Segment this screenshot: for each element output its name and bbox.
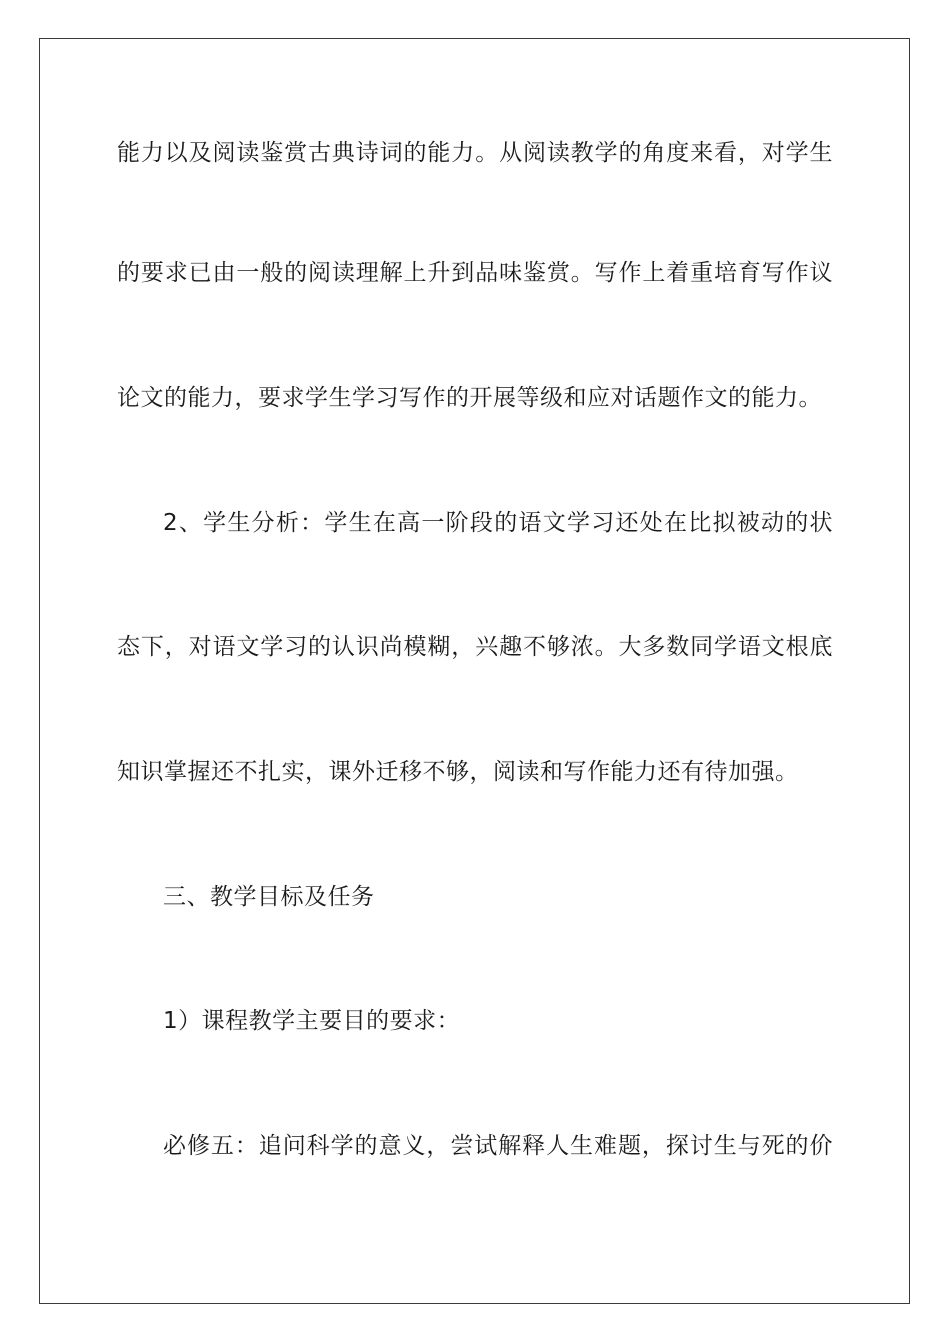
body-text-line-5: 态下，对语文学习的认识尚模糊，兴趣不够浓。大多数同学语文根底 bbox=[117, 634, 833, 660]
page-border bbox=[39, 38, 910, 1304]
body-text-line-3: 论文的能力，要求学生学习写作的开展等级和应对话题作文的能力。 bbox=[117, 385, 822, 411]
body-text-line-7: 必修五：追问科学的意义，尝试解释人生难题，探讨生与死的价 bbox=[163, 1133, 833, 1159]
body-text-line-1: 能力以及阅读鉴赏古典诗词的能力。从阅读教学的角度来看，对学生 bbox=[117, 140, 833, 166]
body-text-line-6: 知识掌握还不扎实，课外迁移不够，阅读和写作能力还有待加强。 bbox=[117, 759, 799, 785]
subsection-heading: 1）课程教学主要目的要求： bbox=[163, 1008, 461, 1034]
body-text-line-4: 2、学生分析：学生在高一阶段的语文学习还处在比拟被动的状 bbox=[163, 510, 833, 536]
section-heading: 三、教学目标及任务 bbox=[163, 884, 375, 910]
body-text-line-2: 的要求已由一般的阅读理解上升到品味鉴赏。写作上着重培育写作议 bbox=[117, 260, 833, 286]
